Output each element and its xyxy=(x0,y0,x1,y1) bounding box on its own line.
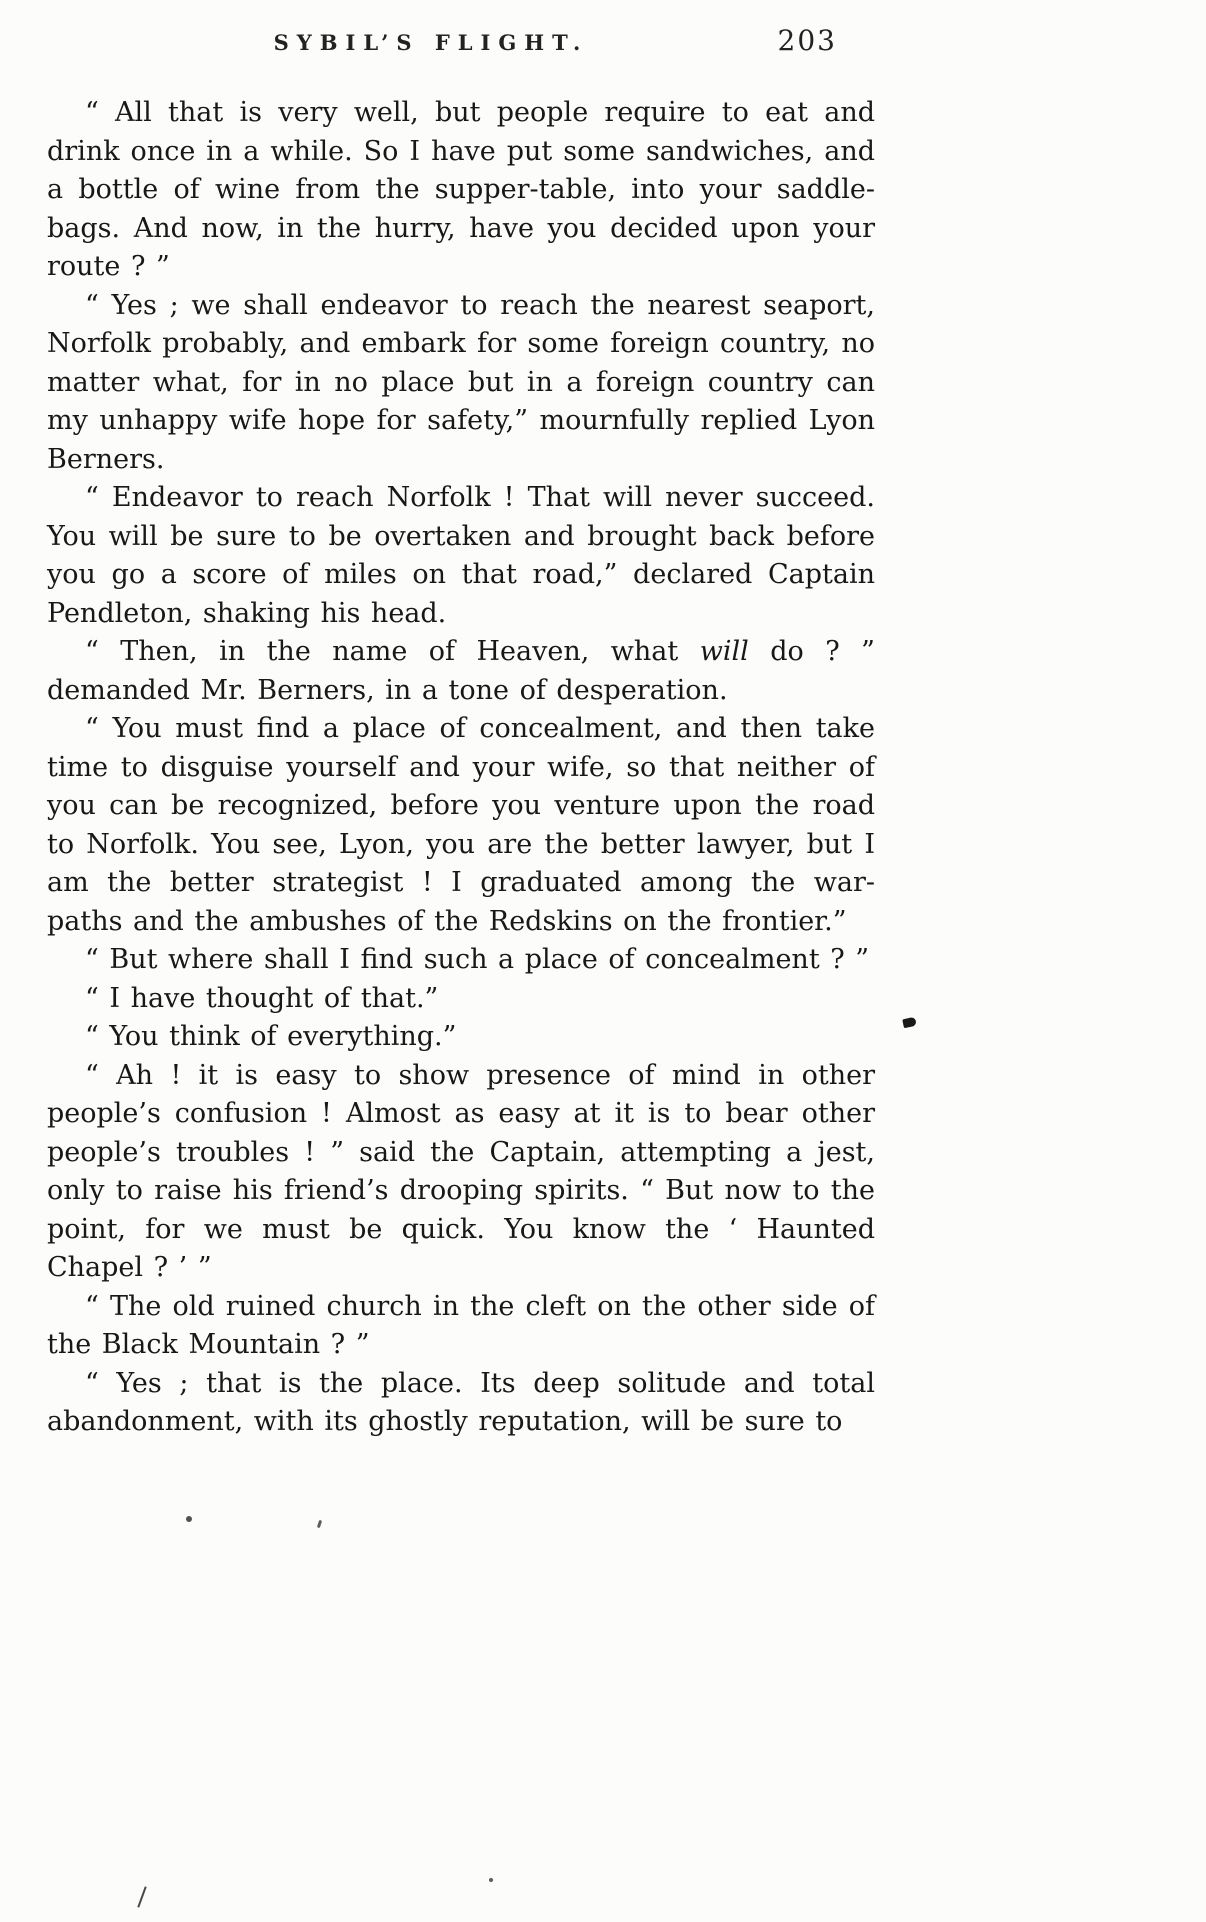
ink-speck xyxy=(317,1520,322,1529)
running-header-title: SYBIL’S FLIGHT. xyxy=(273,30,589,55)
paragraph: “ Yes ; we shall endeavor to reach the nearest seaport, Norfolk probably, and embark for some foreign country, no matter what, for in no place but in a foreign country can my unhappy wife hope for safety,” mournfully replied Lyon Berners. xyxy=(47,289,875,475)
ink-speck xyxy=(186,1516,192,1522)
paragraph: “ All that is very well, but people require to eat and drink once in a while. So I have put some sandwiches, and a bottle of wine from the supper-table, into your saddle-bags. And now, in the hurry, have you decided upon your route ? ” xyxy=(47,97,875,282)
paragraph: “ The old ruined church in the cleft on the other side of the Black Mountain ? ” xyxy=(47,1290,875,1360)
paragraph-text: “ Then, in the name of Heaven, what xyxy=(85,636,700,667)
paragraph: “ You think of everything.” xyxy=(85,1021,457,1052)
paragraph: “ But where shall I find such a place of concealment ? ” xyxy=(85,944,870,975)
ink-speck xyxy=(902,1017,917,1029)
paragraph xyxy=(47,633,875,710)
paragraph: “ Endeavor to reach Norfolk ! That will never succeed. You will be sure to be overtaken and brought back before you go a score of miles on that road,” declared Captain Pendleton, shaking his head. xyxy=(47,482,875,629)
paragraph-text: do ? ” demanded Mr. Berners, in a tone of desperation. xyxy=(47,636,875,706)
page-body xyxy=(47,94,875,1442)
italic-word: will xyxy=(699,636,749,667)
paragraph: “ Ah ! it is easy to show presence of mind in other people’s confusion ! Almost as easy at it is to bear other people’s troubles ! ” said the Captain, attempting a jest, only to raise his friend’s drooping spirits. “ But now to the point, for we must be quick. You know the ‘ Haunted Chapel ? ’ ” xyxy=(47,1059,875,1283)
paragraph: “ I have thought of that.” xyxy=(85,982,439,1014)
paragraph: “ You must find a place of concealment, and then take time to disguise yourself and your wife, so that neither of you can be recognized, before you venture upon the road to Norfolk. You see, Lyon, you are the better lawyer, but I am the better strategist ! I graduated among the war-paths and the ambushes of the Redskins on the frontier.” xyxy=(47,713,875,937)
ink-speck xyxy=(489,1878,493,1882)
paragraph: “ Yes ; that is the place. Its deep solitude and total abandonment, with its ghostly reputation, will be sure to xyxy=(47,1367,875,1437)
page-header xyxy=(47,24,875,68)
page-number: 203 xyxy=(777,24,837,57)
ink-speck xyxy=(137,1886,146,1907)
